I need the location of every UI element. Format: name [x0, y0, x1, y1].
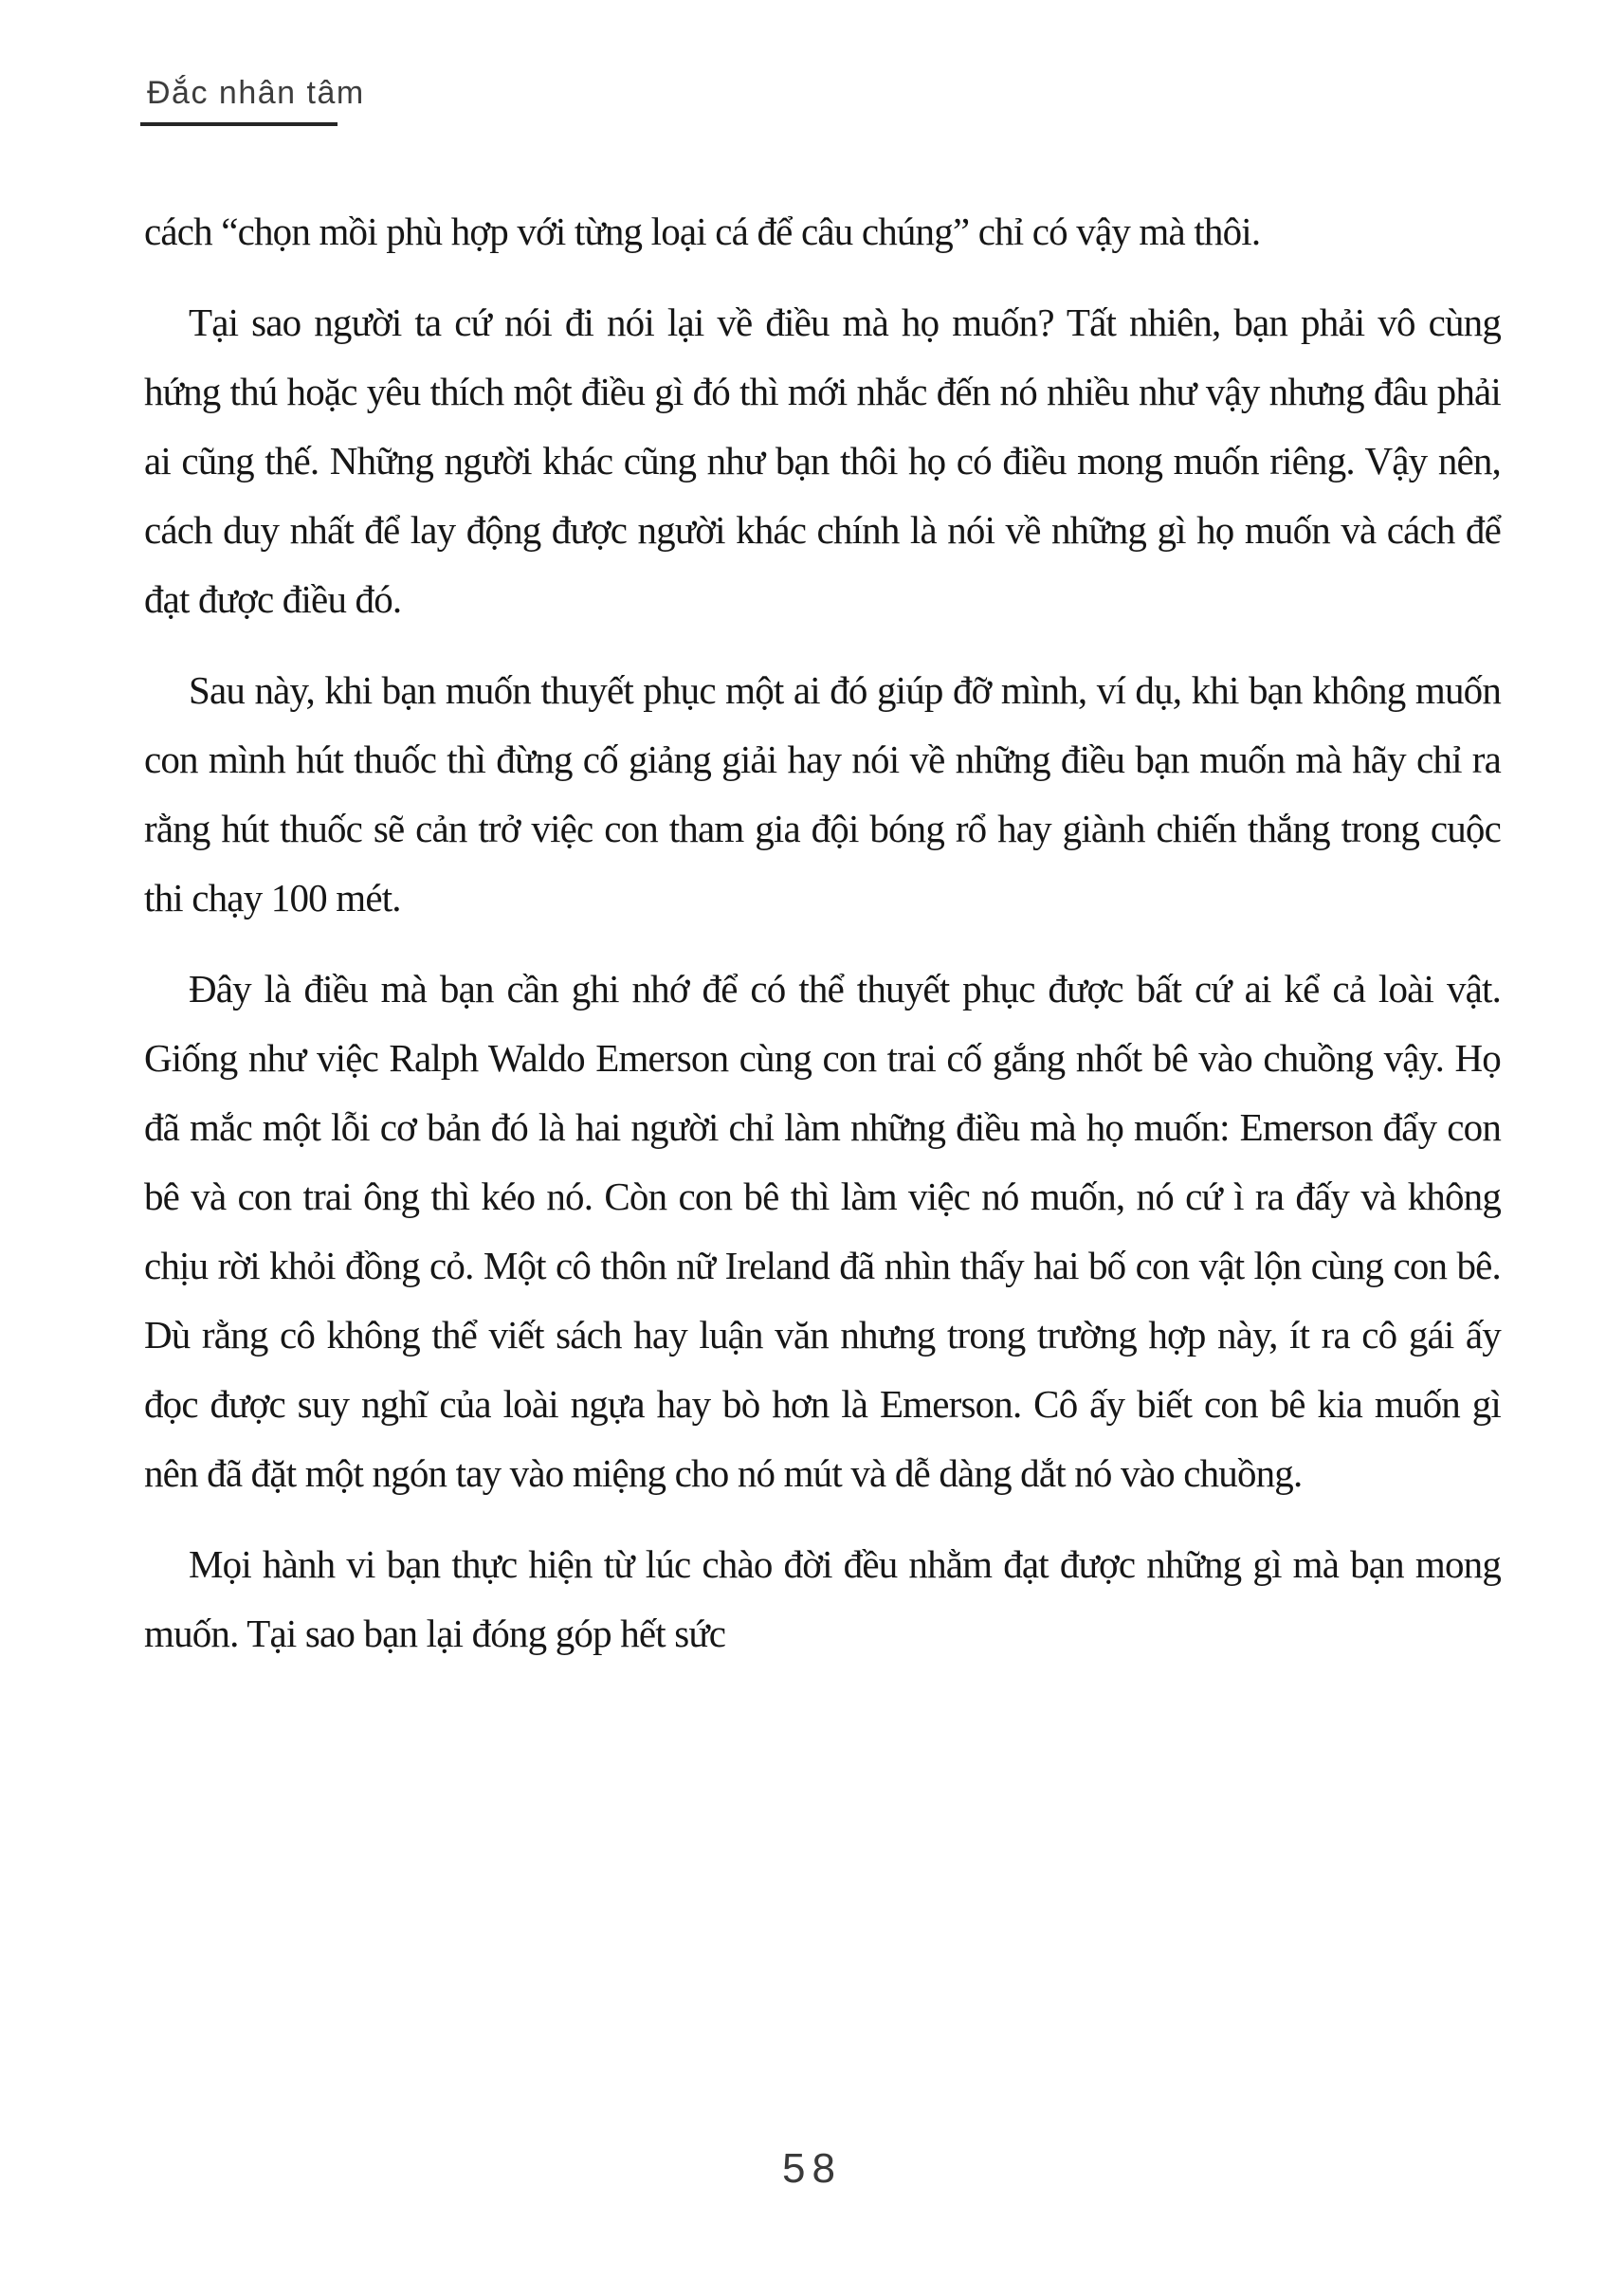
page-footer — [0, 2145, 1624, 2193]
page-number: 58 — [782, 2145, 842, 2192]
header-underline — [140, 122, 338, 126]
page-body — [144, 197, 1501, 1690]
paragraph: Sau này, khi bạn muốn thuyết phục một ai đó giúp đỡ mình, ví dụ, khi bạn không muốn con mình hút thuốc thì đừng cố giảng giải hay nói về những điều bạn muốn mà hãy chỉ ra rằng hút thuốc sẽ cản trở việc con tham gia đội bóng rổ hay giành chiến thắng trong cuộc thi chạy 100 mét. — [144, 668, 1501, 920]
paragraph: Đây là điều mà bạn cần ghi nhớ để có thể thuyết phục được bất cứ ai kể cả loài vật. Giống như việc Ralph Waldo Emerson cùng con trai cố gắng nhốt bê vào chuồng vậy. Họ đã mắc một lỗi cơ bản đó là hai người chỉ làm những điều mà họ muốn: Emerson đẩy con bê và con trai ông thì kéo nó. Còn con bê thì làm việc nó muốn, nó cứ ì ra đấy và không chịu rời khỏi đồng cỏ. Một cô thôn nữ Ireland đã nhìn thấy hai bố con vật lộn cùng con bê. Dù rằng cô không thể viết sách hay luận văn nhưng trong trường hợp này, ít ra cô gái ấy đọc được suy nghĩ của loài ngựa hay bò hơn là Emerson. Cô ấy biết con bê kia muốn gì nên đã đặt một ngón tay vào miệng cho nó mút và dễ dàng dắt nó vào chuồng. — [144, 967, 1501, 1495]
paragraph: cách “chọn mồi phù hợp với từng loại cá để câu chúng” chỉ có vậy mà thôi. — [144, 209, 1261, 253]
book-title: Đắc nhân tâm — [147, 75, 365, 111]
running-header — [147, 76, 365, 126]
paragraph: Mọi hành vi bạn thực hiện từ lúc chào đời đều nhằm đạt được những gì mà bạn mong muốn. Tại sao bạn lại đóng góp hết sức — [144, 1542, 1501, 1655]
paragraph: Tại sao người ta cứ nói đi nói lại về điều mà họ muốn? Tất nhiên, bạn phải vô cùng hứng thú hoặc yêu thích một điều gì đó thì mới nhắc đến nó nhiều như vậy nhưng đâu phải ai cũng thế. Những người khác cũng như bạn thôi họ có điều mong muốn riêng. Vậy nên, cách duy nhất để lay động được người khác chính là nói về những gì họ muốn và cách để đạt được điều đó. — [144, 301, 1501, 621]
